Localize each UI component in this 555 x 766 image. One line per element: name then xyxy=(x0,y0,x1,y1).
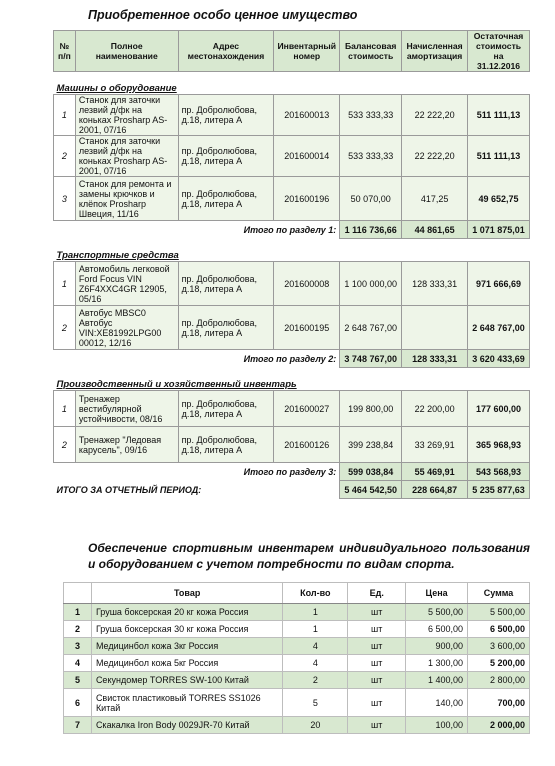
asset-name: Станок для заточки лезвий д/фк на коньках Prosharp AS-2001, 07/16 xyxy=(75,95,178,136)
item-quantity: 1 xyxy=(283,604,348,621)
depreciation-value: 22 200,00 xyxy=(402,391,468,427)
asset-name: Тренажер "Ледовая карусель", 09/16 xyxy=(75,427,178,463)
grand-total-balance: 5 464 542,50 xyxy=(340,481,402,499)
item-unit: шт xyxy=(348,621,406,638)
asset-address: пр. Добролюбова, д.18, литера А xyxy=(178,391,274,427)
item-name: Секундомер TORRES SW-100 Китай xyxy=(91,672,283,689)
column-header: Балансовая стоимость xyxy=(340,31,402,72)
section-total-label: Итого по разделу 1: xyxy=(54,221,340,239)
inventory-number: 201600008 xyxy=(274,262,340,306)
depreciation-value: 417,25 xyxy=(402,177,468,221)
section-header: Производственный и хозяйственный инвентарь xyxy=(56,378,297,390)
item-quantity: 4 xyxy=(283,638,348,655)
table-row xyxy=(54,262,530,306)
residual-value: 971 666,69 xyxy=(468,262,530,306)
item-sum: 2 000,00 xyxy=(468,717,530,734)
balance-value: 399 238,84 xyxy=(340,427,402,463)
item-unit: шт xyxy=(348,655,406,672)
grand-total-label: ИТОГО ЗА ОТЧЕТНЫЙ ПЕРИОД: xyxy=(54,481,340,499)
residual-value: 511 111,13 xyxy=(468,95,530,136)
item-sum: 2 800,00 xyxy=(468,672,530,689)
header-row xyxy=(54,31,530,72)
inventory-number: 201600126 xyxy=(274,427,340,463)
item-name: Груша боксерская 20 кг кожа Россия xyxy=(91,604,283,621)
asset-name: Автомобиль легковой Ford Focus VIN Z6F4XXC4GR 12905, 05/16 xyxy=(75,262,178,306)
item-quantity: 5 xyxy=(283,689,348,717)
residual-value: 49 652,75 xyxy=(468,177,530,221)
residual-value: 2 648 767,00 xyxy=(468,306,530,350)
section-title: Приобретенное особо ценное имущество xyxy=(88,8,358,22)
balance-value: 1 100 000,00 xyxy=(340,262,402,306)
inventory-header-row xyxy=(64,583,530,604)
row-number: 2 xyxy=(54,427,76,463)
row-number: 1 xyxy=(64,604,92,621)
item-quantity: 1 xyxy=(283,621,348,638)
column-header: Адрес местонахождения xyxy=(178,31,274,72)
row-number: 1 xyxy=(54,262,76,306)
item-price: 100,00 xyxy=(406,717,468,734)
residual-value: 365 968,93 xyxy=(468,427,530,463)
inventory-row xyxy=(64,604,530,621)
item-name: Груша боксерская 30 кг кожа Россия xyxy=(91,621,283,638)
asset-address: пр. Добролюбова, д.18, литера А xyxy=(178,262,274,306)
row-number: 3 xyxy=(64,638,92,655)
column-header: Кол-во xyxy=(283,583,348,604)
section-total-depreciation: 55 469,91 xyxy=(402,463,468,481)
item-name: Скакалка Iron Body 0029JR-70 Китай xyxy=(91,717,283,734)
inventory-number: 201600014 xyxy=(274,136,340,177)
section-header-row xyxy=(54,72,530,95)
inventory-number: 201600196 xyxy=(274,177,340,221)
column-header: Сумма xyxy=(468,583,530,604)
asset-address: пр. Добролюбова, д.18, литера А xyxy=(178,136,274,177)
section-header: Транспортные средства xyxy=(56,249,179,261)
asset-address: пр. Добролюбова, д.18, литера А xyxy=(178,177,274,221)
residual-value: 177 600,00 xyxy=(468,391,530,427)
row-number: 2 xyxy=(54,136,76,177)
item-unit: шт xyxy=(348,672,406,689)
item-sum: 6 500,00 xyxy=(468,621,530,638)
item-price: 6 500,00 xyxy=(406,621,468,638)
asset-name: Автобус MBSC0 Автобус VIN:XE81992LPG00 00012, 12/16 xyxy=(75,306,178,350)
asset-name: Станок для заточки лезвий д/фк на коньках Prosharp AS-2001, 07/16 xyxy=(75,136,178,177)
row-number: 1 xyxy=(54,391,76,427)
item-name: Медицинбол кожа 5кг Россия xyxy=(91,655,283,672)
section-total-balance: 3 748 767,00 xyxy=(340,350,402,368)
depreciation-value: 22 222,20 xyxy=(402,95,468,136)
item-price: 140,00 xyxy=(406,689,468,717)
inventory-number: 201600195 xyxy=(274,306,340,350)
grand-total-depreciation: 228 664,87 xyxy=(402,481,468,499)
balance-value: 533 333,33 xyxy=(340,136,402,177)
item-unit: шт xyxy=(348,604,406,621)
item-unit: шт xyxy=(348,638,406,655)
depreciation-value: 33 269,91 xyxy=(402,427,468,463)
column-header: Товар xyxy=(91,583,283,604)
section-total-residual: 543 568,93 xyxy=(468,463,530,481)
inventory-row xyxy=(64,717,530,734)
inventory-title: Обеспечение спортивным инвентарем индивидуального пользования и оборудованием с учетом потребности по видам спорта. xyxy=(88,541,530,571)
table-row xyxy=(54,306,530,350)
inventory-number: 201600013 xyxy=(274,95,340,136)
section-total-label: Итого по разделу 2: xyxy=(54,350,340,368)
section-total-residual: 1 071 875,01 xyxy=(468,221,530,239)
item-quantity: 20 xyxy=(283,717,348,734)
row-number: 2 xyxy=(64,621,92,638)
balance-value: 533 333,33 xyxy=(340,95,402,136)
item-quantity: 2 xyxy=(283,672,348,689)
row-number: 1 xyxy=(54,95,76,136)
inventory-row xyxy=(64,689,530,717)
column-header: Начисленная амортизация xyxy=(402,31,468,72)
item-price: 1 300,00 xyxy=(406,655,468,672)
section-total-row xyxy=(54,350,530,368)
balance-value: 2 648 767,00 xyxy=(340,306,402,350)
column-header: № п/п xyxy=(54,31,76,72)
row-number: 5 xyxy=(64,672,92,689)
section-total-row xyxy=(54,463,530,481)
section-total-label: Итого по разделу 3: xyxy=(54,463,340,481)
table-row xyxy=(54,427,530,463)
table-row xyxy=(54,177,530,221)
section-header-row xyxy=(54,239,530,262)
depreciation-value xyxy=(402,306,468,350)
inventory-row xyxy=(64,672,530,689)
section-total-balance: 599 038,84 xyxy=(340,463,402,481)
item-sum: 700,00 xyxy=(468,689,530,717)
inventory-number: 201600027 xyxy=(274,391,340,427)
asset-name: Станок для ремонта и замены крючков и клёпок Prosharp Швеция, 11/16 xyxy=(75,177,178,221)
item-sum: 3 600,00 xyxy=(468,638,530,655)
item-sum: 5 500,00 xyxy=(468,604,530,621)
section-total-balance: 1 116 736,66 xyxy=(340,221,402,239)
item-price: 5 500,00 xyxy=(406,604,468,621)
section-header-row xyxy=(54,368,530,391)
item-sum: 5 200,00 xyxy=(468,655,530,672)
inventory-row xyxy=(64,621,530,638)
column-header: Инвентарный номер xyxy=(274,31,340,72)
row-number: 2 xyxy=(54,306,76,350)
section-header: Машины о оборудование xyxy=(56,82,177,94)
grand-total-row xyxy=(54,481,530,499)
balance-value: 199 800,00 xyxy=(340,391,402,427)
table-row xyxy=(54,391,530,427)
item-price: 900,00 xyxy=(406,638,468,655)
column-header: Цена xyxy=(406,583,468,604)
item-unit: шт xyxy=(348,689,406,717)
item-name: Свисток пластиковый TORRES SS1026 Китай xyxy=(91,689,283,717)
depreciation-value: 22 222,20 xyxy=(402,136,468,177)
asset-address: пр. Добролюбова, д.18, литера А xyxy=(178,427,274,463)
table-row xyxy=(54,95,530,136)
asset-name: Тренажер вестибулярной устойчивости, 08/16 xyxy=(75,391,178,427)
inventory-row xyxy=(64,638,530,655)
item-quantity: 4 xyxy=(283,655,348,672)
row-number: 3 xyxy=(54,177,76,221)
row-number: 7 xyxy=(64,717,92,734)
depreciation-value: 128 333,31 xyxy=(402,262,468,306)
section-total-row xyxy=(54,221,530,239)
item-unit: шт xyxy=(348,717,406,734)
row-number: 6 xyxy=(64,689,92,717)
column-header: Полное наименование xyxy=(75,31,178,72)
item-price: 1 400,00 xyxy=(406,672,468,689)
column-header xyxy=(64,583,92,604)
section-total-residual: 3 620 433,69 xyxy=(468,350,530,368)
balance-value: 50 070,00 xyxy=(340,177,402,221)
assets-table xyxy=(53,30,530,499)
asset-address: пр. Добролюбова, д.18, литера А xyxy=(178,306,274,350)
section-total-depreciation: 128 333,31 xyxy=(402,350,468,368)
residual-value: 511 111,13 xyxy=(468,136,530,177)
column-header: Остаточная стоимость на 31.12.2016 xyxy=(468,31,530,72)
asset-address: пр. Добролюбова, д.18, литера А xyxy=(178,95,274,136)
section-total-depreciation: 44 861,65 xyxy=(402,221,468,239)
row-number: 4 xyxy=(64,655,92,672)
inventory-row xyxy=(64,655,530,672)
inventory-table xyxy=(63,582,530,734)
table-row xyxy=(54,136,530,177)
item-name: Медицинбол кожа 3кг Россия xyxy=(91,638,283,655)
grand-total-residual: 5 235 877,63 xyxy=(468,481,530,499)
column-header: Ед. xyxy=(348,583,406,604)
